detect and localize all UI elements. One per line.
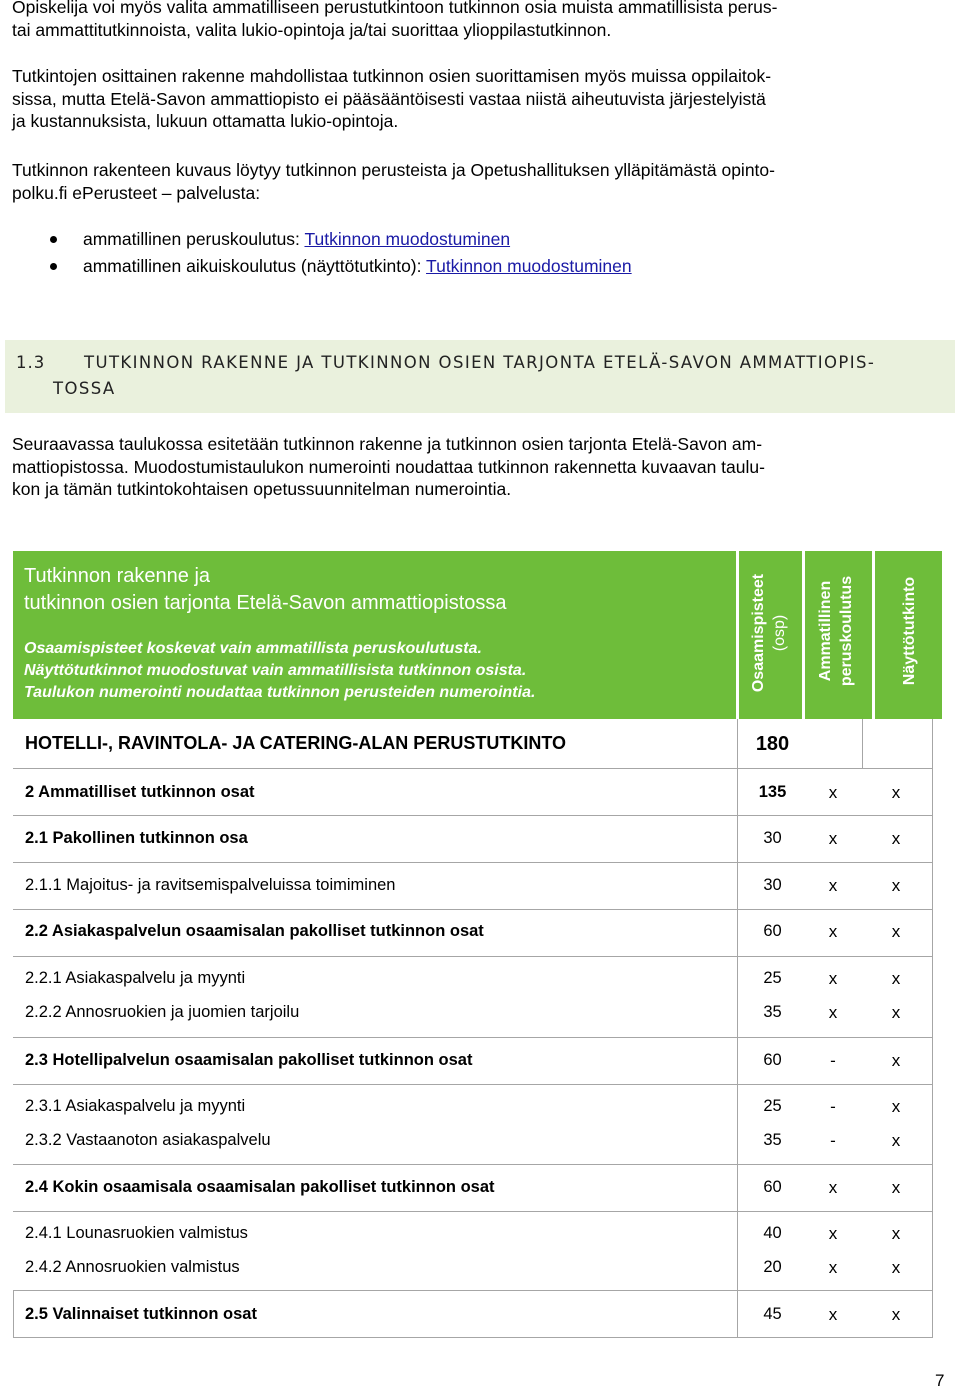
table-note-line: Taulukon numerointi noudattaa tutkinnon perusteiden numerointia. [24,684,536,701]
row-nayttotutkinto: x [891,829,901,848]
row-ammatillinen: - [830,1051,836,1070]
section-paragraph [12,433,947,501]
row-nayttotutkinto: x [891,876,901,895]
row-label: 2.5 Valinnaiset tutkinnon osat [25,1305,257,1323]
row-osp: 45 [763,1305,782,1323]
text-line: polku.fi ePerusteet – palvelusta: [12,182,261,203]
row-ammatillinen: x [828,829,838,848]
row-osp: 60 [763,1178,782,1196]
row-osp: 30 [763,829,782,847]
column-divider [737,719,738,1337]
row-label: 2 Ammatilliset tutkinnon osat [25,783,255,801]
intro-paragraph-3 [12,159,947,204]
table-note-line: Osaamispisteet koskevat vain ammatillista peruskoulutusta. [24,640,482,657]
text-line: Tutkintojen osittainen rakenne mahdollistaa tutkinnon osien suorittamisen myös muissa oppilaitok- [12,66,772,86]
table-title [24,563,507,617]
row-nayttotutkinto: x [891,1051,901,1070]
row-label: 2.4.2 Annosruokien valmistus [25,1258,240,1276]
row-label: 2.4 Kokin osaamisala osaamisalan pakolliset tutkinnon osat [25,1178,495,1196]
row-ammatillinen: x [828,1178,838,1197]
row-separator [13,956,933,957]
text-line: Seuraavassa taulukossa esitetään tutkinnon rakenne ja tutkinnon osien tarjonta Etelä-Savon am- [12,434,763,454]
row-label: 2.3.2 Vastaanoton asiakaspalvelu [25,1131,271,1149]
row-nayttotutkinto: x [891,1305,901,1324]
row-label: 2.2.2 Annosruokien ja juomien tarjoilu [25,1003,300,1021]
row-nayttotutkinto: x [891,1131,901,1150]
row-ammatillinen: x [828,1003,838,1022]
page-number: 7 [935,1371,945,1390]
row-osp: 40 [763,1224,782,1242]
row-nayttotutkinto: x [891,1178,901,1197]
row-label: 2.3 Hotellipalvelun osaamisalan pakolliset tutkinnon osat [25,1051,473,1069]
row-separator [13,1211,933,1212]
row-label: 2.3.1 Asiakaspalvelu ja myynti [25,1097,246,1115]
row-ammatillinen: x [828,1224,838,1243]
column-divider [862,719,863,769]
row-ammatillinen: x [828,922,838,941]
column-header-text [815,561,857,701]
row-osp: 180 [755,733,790,755]
list-item-text: ammatillinen peruskoulutus: [83,229,305,249]
row-nayttotutkinto: x [891,1258,901,1277]
table-title-line-2: tutkinnon osien tarjonta Etelä-Savon ammattiopistossa [24,592,507,614]
table-header-main [13,551,736,719]
column-divider [932,719,933,1337]
row-osp: 135 [758,783,787,801]
text-line: Opiskelija voi myös valita ammatilliseen perustutkintoon tutkinnon osia muista ammatillisista perus- [12,0,778,17]
row-label: 2.2 Asiakaspalvelun osaamisalan pakolliset tutkinnon osat [25,922,484,940]
row-separator [13,1084,933,1085]
table-note-line: Näyttötutkinnot muodostuvat vain ammatillisista tutkinnon osista. [24,662,527,679]
link-tutkinnon-muodostuminen-peruskoulutus[interactable]: Tutkinnon muodostuminen [304,229,511,249]
section-heading [5,340,955,413]
table-title-line-1: Tutkinnon rakenne ja [24,565,211,587]
row-separator [13,1164,933,1165]
row-label: 2.1 Pakollinen tutkinnon osa [25,829,248,847]
column-header-line: peruskoulutus [838,575,855,687]
column-header-line: Osaamispisteet [750,573,767,693]
intro-paragraph-1 [12,0,947,41]
row-label: 2.1.1 Majoitus- ja ravitsemispalveluissa toimiminen [25,876,396,894]
row-separator [13,1290,933,1291]
row-separator [13,768,933,769]
row-ammatillinen: x [828,969,838,988]
bullet-icon [50,263,57,270]
row-osp: 30 [763,876,782,894]
row-nayttotutkinto: x [891,783,901,802]
row-osp: 60 [763,922,782,940]
row-osp: 35 [763,1131,782,1149]
list-item-text: ammatillinen aikuiskoulutus (näyttötutkinto): [83,256,427,276]
row-separator [13,815,933,816]
text-line: sissa, mutta Etelä-Savon ammattiopisto ei pääsääntöisesti vastaa niistä aiheutuvista järjestelyistä [12,88,766,109]
text-line: mattiopistossa. Muodostumistaulukon numerointi noudattaa tutkinnon rakennetta kuvaavan taulu- [12,456,765,477]
row-osp: 20 [763,1258,782,1276]
table-header [13,551,959,719]
column-header-text: Näyttötutkinto [901,576,918,686]
row-separator [13,862,933,863]
row-separator [13,1037,933,1038]
column-divider [13,1290,14,1337]
section-title-line-1: TUTKINNON RAKENNE JA TUTKINNON OSIEN TARJONTA ETELÄ-SAVON AMMATTIOPIS- [84,353,876,372]
row-nayttotutkinto: x [891,922,901,941]
row-nayttotutkinto: x [891,1224,901,1243]
row-nayttotutkinto: x [891,1003,901,1022]
text-line: kon ja tämän tutkintokohtaisen opetussuunnitelman numerointia. [12,479,512,499]
row-osp: 60 [763,1051,782,1069]
text-line: tai ammattitutkinnoista, valita lukio-opintoja ja/tai suorittaa ylioppilastutkinnon. [12,19,612,40]
row-osp: 25 [763,1097,782,1115]
intro-paragraph-2 [12,65,947,133]
list-item [12,253,942,280]
link-list [12,226,942,280]
column-header-line: Ammatillinen [817,580,834,682]
row-separator [13,1337,933,1338]
column-header-line: (osp) [771,614,788,652]
column-header-nayttotutkinto [875,551,942,719]
column-header-osaamispisteet [739,551,802,719]
column-header-ammatillinen-peruskoulutus [805,551,872,719]
row-label: 2.4.1 Lounasruokien valmistus [25,1224,248,1242]
row-ammatillinen: - [830,1097,836,1116]
row-label: HOTELLI-, RAVINTOLA- JA CATERING-ALAN PERUSTUTKINTO [25,733,566,753]
row-nayttotutkinto: x [891,1097,901,1116]
row-ammatillinen: x [828,1305,838,1324]
link-tutkinnon-muodostuminen-aikuiskoulutus[interactable]: Tutkinnon muodostuminen [426,256,632,276]
list-item [12,226,942,253]
row-osp: 35 [763,1003,782,1021]
column-header-text [748,558,790,708]
section-title-line-2: TOSSA [53,379,116,398]
section-number: 1.3 [16,353,46,372]
row-ammatillinen: x [828,1258,838,1277]
row-osp: 25 [763,969,782,987]
row-ammatillinen: - [830,1131,836,1150]
row-separator [13,909,933,910]
section-title [48,350,928,398]
row-ammatillinen: x [828,783,838,802]
row-ammatillinen: x [828,876,838,895]
text-line: ja kustannuksista, lukuun ottamatta lukio-opintoja. [12,111,399,131]
row-label: 2.2.1 Asiakaspalvelu ja myynti [25,969,246,987]
table-notes [24,638,535,704]
bullet-icon [50,236,57,243]
text-line: Tutkinnon rakenteen kuvaus löytyy tutkinnon perusteista ja Opetushallituksen ylläpitämästä opinto- [12,160,775,180]
row-nayttotutkinto: x [891,969,901,988]
